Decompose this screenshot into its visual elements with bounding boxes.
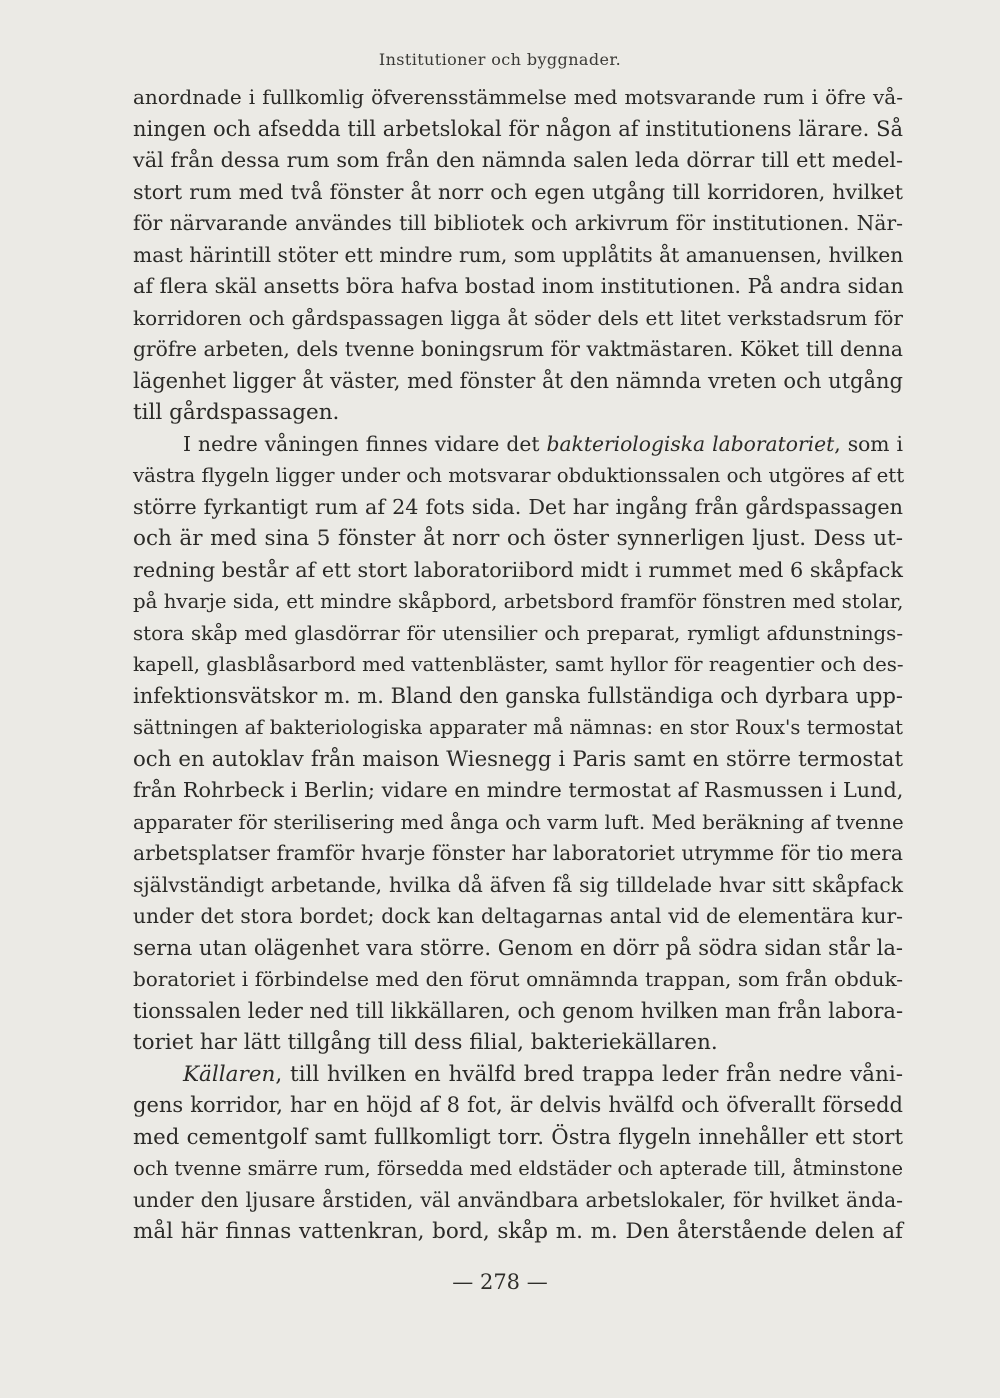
text-run: , som i — [834, 431, 903, 456]
text-line: västra flygeln ligger under och motsvarar obduktionssalen och utgöres af ett — [133, 464, 905, 487]
text-line: apparater för sterilisering med ånga och varm luft. Med beräkning af tvenne — [133, 810, 904, 834]
text-line: mast härintill stöter ett mindre rum, som upplåtits åt amanuensen, hvilken — [133, 242, 904, 267]
italic-term: laboratoriet — [712, 431, 835, 456]
text-line: tionssalen leder ned till likkällaren, och genom hvilken man från labora- — [133, 998, 904, 1023]
text-line: för närvarande användes till bibliotek och arkivrum för institutionen. När- — [133, 211, 903, 235]
text-run: , till hvilken en hvälfd bred trappa leder från nedre våni- — [275, 1061, 903, 1087]
text-line: väl från dessa rum som från den nämnda salen leda dörrar till ett medel- — [133, 148, 903, 172]
text-line: från Rohrbeck i Berlin; vidare en mindre termostat af Rasmussen i Lund, — [133, 778, 904, 802]
text-line: anordnade i fullkomlig öfverensstämmelse med motsvarande rum i öfre vå- — [133, 85, 903, 109]
text-line: under den ljusare årstiden, väl användbara arbetslokaler, för hvilket ända- — [133, 1187, 903, 1212]
text-line: större fyrkantigt rum af 24 fots sida. Det har ingång från gårdspassagen — [133, 494, 903, 519]
text-line: gens korridor, har en höjd af 8 fot, är delvis hvälfd och öfverallt försedd — [133, 1093, 903, 1117]
text-line: och är med sina 5 fönster åt norr och öster synnerligen ljust. Dess ut- — [133, 526, 903, 551]
text-line: serna utan olägenhet vara större. Genom en dörr på södra sidan står la- — [133, 935, 903, 960]
text-line: gröfre arbeten, dels tvenne boningsrum för vaktmästaren. Köket till denna — [133, 337, 903, 361]
text-run: I nedre våningen finnes vidare det — [183, 431, 547, 456]
text-line: redning består af ett stort laboratoriibord midt i rummet med 6 skåpfack — [133, 557, 903, 582]
text-line: självständigt arbetande, hvilka då äfven få sig tilldelade hvar sitt skåpfack — [133, 872, 903, 897]
text-line: till gårdspassagen. — [133, 400, 340, 425]
paragraph-first-line — [133, 1059, 903, 1091]
text-line: boratoriet i förbindelse med den förut omnämnda trappan, som från obduk- — [133, 967, 903, 991]
text-line: af flera skäl ansetts böra hafva bostad inom institutionen. På andra sidan — [133, 274, 904, 298]
text-line: mål här finnas vattenkran, bord, skåp m. m. Den återstående delen af — [133, 1219, 903, 1244]
text-line: arbetsplatser framför hvarje fönster har laboratoriet utrymme för tio mera — [133, 841, 903, 865]
text-line: under det stora bordet; dock kan deltagarnas antal vid de elementära kur- — [133, 904, 903, 928]
running-head: Institutioner och byggnader. — [378, 50, 622, 69]
text-line: ningen och afsedda till arbetslokal för någon af institutionens lärare. Så — [133, 116, 903, 141]
text-line: infektionsvätskor m. m. Bland den ganska fullständiga och dyrbara upp- — [133, 683, 903, 708]
text-line: korridoren och gårdspassagen ligga åt söder dels ett litet verkstadsrum för — [133, 305, 903, 330]
italic-term: Källaren — [183, 1061, 276, 1087]
text-line: med cementgolf samt fullkomligt torr. Östra flygeln innehåller ett stort — [133, 1124, 903, 1150]
body-text — [133, 82, 903, 1248]
text-line: stora skåp med glasdörrar för utensilier och preparat, rymligt afdunstnings- — [133, 621, 903, 645]
paragraph-first-line — [133, 429, 903, 461]
text-line: kapell, glasblåsarbord med vattenbläster, samt hyllor för reagentier och des- — [133, 653, 904, 676]
page-number: — 278 — — [452, 1270, 548, 1294]
italic-term: bakteriologiska — [546, 431, 706, 456]
text-line: toriet har lätt tillgång till dess filial, bakteriekällaren. — [133, 1030, 718, 1055]
text-line: sättningen af bakteriologiska apparater må nämnas: en stor Roux's termostat — [133, 716, 903, 739]
text-line: på hvarje sida, ett mindre skåpbord, arbetsbord framför fönstren med stolar, — [133, 590, 904, 613]
text-line: och tvenne smärre rum, försedda med eldstäder och apterade till, åtminstone — [133, 1157, 903, 1180]
text-line: lägenhet ligger åt väster, med fönster åt den nämnda vreten och utgång — [133, 368, 903, 393]
text-line: och en autoklav från maison Wiesnegg i Paris samt en större termostat — [133, 746, 903, 772]
text-line: stort rum med två fönster åt norr och egen utgång till korridoren, hvilket — [133, 179, 903, 204]
